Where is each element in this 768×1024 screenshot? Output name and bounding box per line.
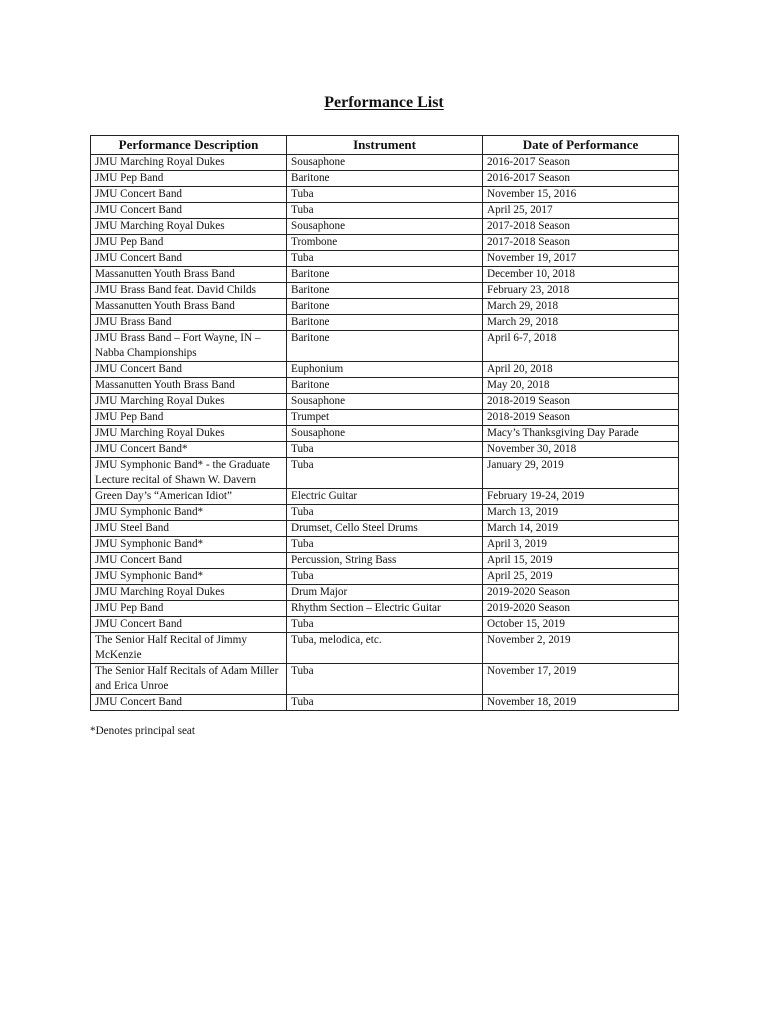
cell-date: February 19-24, 2019 [483,489,679,505]
table-row [91,410,679,426]
table-row [91,601,679,617]
cell-date: December 10, 2018 [483,267,679,283]
cell-instrument: Baritone [287,315,483,331]
table-row [91,331,679,362]
cell-date: 2018-2019 Season [483,410,679,426]
cell-instrument: Euphonium [287,362,483,378]
cell-instrument: Sousaphone [287,394,483,410]
cell-instrument: Rhythm Section – Electric Guitar [287,601,483,617]
cell-instrument: Tuba, melodica, etc. [287,633,483,664]
cell-description: JMU Brass Band [91,315,287,331]
cell-date: 2017-2018 Season [483,219,679,235]
cell-description: JMU Marching Royal Dukes [91,155,287,171]
cell-description: JMU Concert Band* [91,442,287,458]
cell-date: April 3, 2019 [483,537,679,553]
cell-instrument: Baritone [287,378,483,394]
table-row [91,442,679,458]
cell-date: November 17, 2019 [483,664,679,695]
cell-date: April 15, 2019 [483,553,679,569]
cell-instrument: Drum Major [287,585,483,601]
cell-date: November 19, 2017 [483,251,679,267]
cell-description: JMU Concert Band [91,695,287,711]
table-row [91,521,679,537]
cell-description: Green Day’s “American Idiot” [91,489,287,505]
cell-date: March 29, 2018 [483,299,679,315]
table-row [91,537,679,553]
cell-instrument: Tuba [287,187,483,203]
cell-instrument: Baritone [287,331,483,362]
cell-description: Massanutten Youth Brass Band [91,378,287,394]
cell-description: The Senior Half Recitals of Adam Miller and Erica Unroe [91,664,287,695]
column-header-date: Date of Performance [483,136,679,155]
cell-description: JMU Concert Band [91,617,287,633]
cell-date: April 25, 2017 [483,203,679,219]
table-row [91,695,679,711]
cell-instrument: Baritone [287,171,483,187]
cell-description: JMU Concert Band [91,251,287,267]
cell-date: Macy’s Thanksgiving Day Parade [483,426,679,442]
cell-date: 2017-2018 Season [483,235,679,251]
table-row [91,553,679,569]
cell-date: November 30, 2018 [483,442,679,458]
cell-instrument: Tuba [287,695,483,711]
cell-date: April 6-7, 2018 [483,331,679,362]
cell-instrument: Percussion, String Bass [287,553,483,569]
table-row [91,633,679,664]
cell-instrument: Tuba [287,442,483,458]
table-row [91,426,679,442]
table-header-row [91,136,679,155]
column-header-description: Performance Description [91,136,287,155]
cell-instrument: Tuba [287,617,483,633]
table-row [91,283,679,299]
cell-instrument: Drumset, Cello Steel Drums [287,521,483,537]
cell-instrument: Baritone [287,267,483,283]
table-row [91,171,679,187]
cell-date: November 2, 2019 [483,633,679,664]
cell-description: JMU Symphonic Band* [91,505,287,521]
cell-description: JMU Concert Band [91,553,287,569]
cell-description: JMU Concert Band [91,203,287,219]
cell-date: 2019-2020 Season [483,585,679,601]
cell-description: The Senior Half Recital of Jimmy McKenzie [91,633,287,664]
cell-date: February 23, 2018 [483,283,679,299]
cell-date: November 15, 2016 [483,187,679,203]
cell-description: JMU Concert Band [91,187,287,203]
cell-instrument: Sousaphone [287,155,483,171]
column-header-instrument: Instrument [287,136,483,155]
cell-instrument: Tuba [287,251,483,267]
cell-description: JMU Steel Band [91,521,287,537]
table-row [91,235,679,251]
cell-description: JMU Marching Royal Dukes [91,585,287,601]
performance-table [90,135,679,711]
table-body [91,155,679,711]
cell-instrument: Trumpet [287,410,483,426]
table-row [91,219,679,235]
table-row [91,251,679,267]
cell-date: March 13, 2019 [483,505,679,521]
cell-description: JMU Brass Band – Fort Wayne, IN – Nabba Championships [91,331,287,362]
table-row [91,505,679,521]
table-row [91,203,679,219]
cell-instrument: Trombone [287,235,483,251]
cell-description: JMU Pep Band [91,601,287,617]
cell-instrument: Tuba [287,203,483,219]
cell-instrument: Sousaphone [287,426,483,442]
cell-date: May 20, 2018 [483,378,679,394]
cell-date: 2016-2017 Season [483,155,679,171]
cell-date: January 29, 2019 [483,458,679,489]
table-row [91,315,679,331]
cell-instrument: Tuba [287,505,483,521]
cell-instrument: Baritone [287,283,483,299]
cell-description: JMU Symphonic Band* - the Graduate Lecture recital of Shawn W. Davern [91,458,287,489]
table-row [91,585,679,601]
cell-description: JMU Concert Band [91,362,287,378]
cell-instrument: Baritone [287,299,483,315]
cell-instrument: Tuba [287,664,483,695]
table-row [91,155,679,171]
cell-description: JMU Marching Royal Dukes [91,394,287,410]
cell-date: 2018-2019 Season [483,394,679,410]
table-row [91,617,679,633]
cell-description: JMU Symphonic Band* [91,569,287,585]
cell-instrument: Tuba [287,458,483,489]
table-row [91,267,679,283]
cell-description: JMU Marching Royal Dukes [91,426,287,442]
cell-date: March 14, 2019 [483,521,679,537]
cell-description: JMU Pep Band [91,171,287,187]
table-row [91,394,679,410]
cell-date: April 25, 2019 [483,569,679,585]
cell-description: JMU Symphonic Band* [91,537,287,553]
cell-description: JMU Brass Band feat. David Childs [91,283,287,299]
cell-date: April 20, 2018 [483,362,679,378]
table-row [91,569,679,585]
cell-description: JMU Pep Band [91,410,287,426]
cell-instrument: Tuba [287,537,483,553]
cell-description: Massanutten Youth Brass Band [91,267,287,283]
page-title: Performance List [324,94,444,111]
cell-description: Massanutten Youth Brass Band [91,299,287,315]
table-row [91,187,679,203]
cell-instrument: Sousaphone [287,219,483,235]
table-row [91,458,679,489]
cell-description: JMU Pep Band [91,235,287,251]
cell-instrument: Electric Guitar [287,489,483,505]
cell-date: November 18, 2019 [483,695,679,711]
cell-instrument: Tuba [287,569,483,585]
cell-date: 2016-2017 Season [483,171,679,187]
cell-description: JMU Marching Royal Dukes [91,219,287,235]
table-row [91,489,679,505]
cell-date: 2019-2020 Season [483,601,679,617]
cell-date: March 29, 2018 [483,315,679,331]
table-row [91,664,679,695]
footnote: *Denotes principal seat [90,725,196,737]
table-row [91,378,679,394]
table-row [91,362,679,378]
table-row [91,299,679,315]
cell-date: October 15, 2019 [483,617,679,633]
